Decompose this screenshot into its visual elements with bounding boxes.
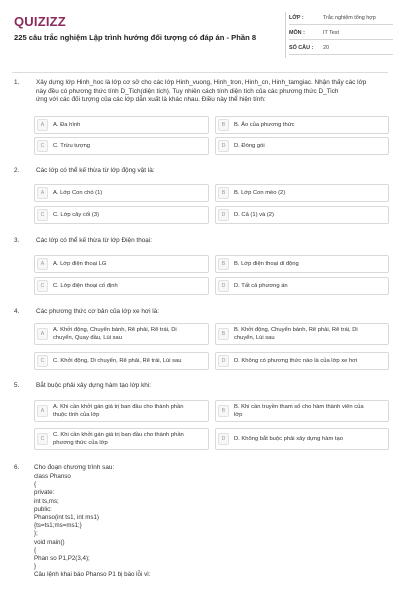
option-letter: A bbox=[37, 258, 48, 270]
option-letter: C bbox=[37, 433, 48, 445]
option-letter: A bbox=[37, 187, 48, 199]
option-text bbox=[53, 432, 204, 447]
answer-option-a[interactable] bbox=[34, 323, 209, 345]
option-letter: B bbox=[218, 328, 229, 340]
answer-option-b[interactable] bbox=[215, 323, 389, 345]
option-letter: A bbox=[37, 119, 48, 131]
option-text-line: phương thức của lớp bbox=[53, 439, 108, 446]
document-header bbox=[0, 0, 400, 62]
option-text bbox=[234, 404, 384, 419]
header-separator bbox=[12, 72, 388, 73]
option-text: B. Lớp Con mèo (2) bbox=[234, 190, 286, 196]
code-snippet bbox=[34, 473, 374, 580]
option-text bbox=[53, 327, 204, 342]
question-text-line: ứng với các đối tượng của các lớp dẫn xuất là khác nhau. Điều này thể hiện tính: bbox=[36, 96, 266, 104]
meta-label: SỐ CÂU : bbox=[289, 45, 314, 51]
option-letter: D bbox=[218, 433, 229, 445]
option-text: D. Cả (1) và (2) bbox=[234, 212, 274, 218]
option-text-line: thuộc tính của lớp bbox=[53, 411, 100, 418]
answer-option-a[interactable] bbox=[34, 400, 209, 422]
meta-value: IT Test bbox=[323, 30, 339, 36]
answer-option-b[interactable] bbox=[215, 255, 389, 273]
option-text-line: A. Khi cần khởi gán giá trị ban đầu cho thành phần bbox=[53, 404, 184, 410]
option-letter: C bbox=[37, 140, 48, 152]
header-divider bbox=[285, 12, 286, 58]
option-letter: C bbox=[37, 209, 48, 221]
meta-row-class bbox=[289, 11, 393, 25]
document-title: 225 câu trắc nghiệm Lập trình hướng đối tượng có đáp án - Phần 8 bbox=[14, 33, 257, 42]
answer-option-c[interactable] bbox=[34, 428, 209, 450]
question-text-line: Các lớp có thể kế thừa từ lớp động vật là: bbox=[36, 167, 155, 174]
option-letter: D bbox=[218, 355, 229, 367]
option-text-line: chuyển, Quay đầu, Lùi sau bbox=[53, 334, 122, 341]
option-text-line: chuyển, Lùi sau bbox=[234, 334, 275, 341]
answer-option-d[interactable] bbox=[215, 137, 389, 155]
question-number: 3. bbox=[14, 237, 20, 244]
quizizz-logo: QUIZIZZ bbox=[14, 14, 66, 29]
option-letter: D bbox=[218, 280, 229, 292]
option-text: A. Lớp điện thoại LG bbox=[53, 261, 107, 267]
question-number: 6. bbox=[14, 464, 20, 471]
meta-row-question-count bbox=[289, 41, 393, 55]
option-text: C. Lớp cây cối (3) bbox=[53, 212, 100, 218]
option-text: C. Khởi động, Di chuyển, Rẽ phải, Rẽ trái, Lùi sau bbox=[53, 358, 182, 364]
code-line: }; bbox=[34, 530, 38, 538]
question-text-line: Các phương thức cơ bản của lớp xe hơi là: bbox=[36, 308, 160, 315]
option-text-line: A. Khởi động, Chuyển bánh, Rẽ phải, Rẽ trái, Di bbox=[53, 327, 177, 333]
answer-option-a[interactable] bbox=[34, 255, 209, 273]
code-line: private: bbox=[34, 489, 55, 497]
meta-value: Trắc nghiệm tổng hợp bbox=[323, 15, 376, 21]
answer-option-c[interactable] bbox=[34, 352, 209, 370]
option-letter: A bbox=[37, 405, 48, 417]
answer-option-a[interactable] bbox=[34, 184, 209, 202]
option-text: C. Lớp điện thoại cố định bbox=[53, 283, 118, 289]
option-text: B. Ảo của phương thức bbox=[234, 122, 295, 128]
option-letter: B bbox=[218, 187, 229, 199]
option-text-line: lớp bbox=[234, 411, 243, 418]
option-letter: B bbox=[218, 119, 229, 131]
code-line: Phanso(int ts1, int ms1) bbox=[34, 514, 99, 522]
option-text: C. Trừu tượng bbox=[53, 143, 91, 149]
code-line: void main() bbox=[34, 538, 65, 546]
option-letter: C bbox=[37, 355, 48, 367]
answer-option-d[interactable] bbox=[215, 277, 389, 295]
question-number: 2. bbox=[14, 167, 20, 174]
answer-option-c[interactable] bbox=[34, 137, 209, 155]
code-line: int ts,ms; bbox=[34, 497, 59, 505]
option-letter: D bbox=[218, 140, 229, 152]
code-line: { bbox=[34, 481, 37, 489]
option-text: B. Lớp điện thoại di động bbox=[234, 261, 299, 267]
answer-option-c[interactable] bbox=[34, 277, 209, 295]
answer-option-c[interactable] bbox=[34, 206, 209, 224]
option-text-line: B. Khởi động, Chuyển bánh, Rẽ phải, Rẽ trái, Di bbox=[234, 327, 358, 333]
question-text-line: Xây dựng lớp Hinh_hoc là lớp cơ sở cho các lớp Hinh_vuong, Hinh_tron, Hinh_cn, Hinh_tamgiac. Nhận thấy các lớp bbox=[36, 79, 367, 86]
option-letter: A bbox=[37, 328, 48, 340]
option-text: D. Không có phương thức nào là của lớp xe hơi bbox=[234, 358, 358, 364]
question-text bbox=[36, 79, 388, 105]
question-text bbox=[36, 167, 388, 176]
option-text: A. Đa hình bbox=[53, 122, 81, 128]
question-text-line: Cho đoạn chương trình sau: bbox=[34, 464, 115, 471]
code-line: } bbox=[34, 563, 37, 571]
code-line: class Phanso bbox=[34, 473, 71, 480]
question-text-line: Bắt buộc phải xây dựng hàm tạo lớp khi: bbox=[36, 382, 152, 389]
code-line: {ts=ts1;ms=ms1;} bbox=[34, 522, 82, 530]
meta-row-subject bbox=[289, 26, 393, 40]
answer-option-b[interactable] bbox=[215, 116, 389, 134]
option-text: A. Lớp Con chó (1) bbox=[53, 190, 103, 196]
option-text-line: B. Khi cần truyền tham số cho hàm thành viên của bbox=[234, 404, 364, 410]
question-text-line: Các lớp có thể kế thừa từ lớp Điện thoại: bbox=[36, 237, 153, 244]
answer-option-d[interactable] bbox=[215, 352, 389, 370]
option-letter: D bbox=[218, 209, 229, 221]
option-letter: B bbox=[218, 258, 229, 270]
answer-option-d[interactable] bbox=[215, 206, 389, 224]
option-text bbox=[53, 404, 204, 419]
answer-option-a[interactable] bbox=[34, 116, 209, 134]
meta-label: MÔN : bbox=[289, 30, 305, 36]
question-text bbox=[36, 382, 388, 391]
option-text: D. Tất cả phương án bbox=[234, 283, 288, 289]
meta-value: 20 bbox=[323, 45, 329, 51]
option-text: D. Không bắt buộc phải xây dựng hàm tạo bbox=[234, 436, 343, 442]
option-text-line: C. Khi cần khởi gán giá trị ban đầu cho thành phần bbox=[53, 432, 184, 438]
meta-label: LỚP : bbox=[289, 15, 304, 21]
answer-option-b[interactable] bbox=[215, 184, 389, 202]
answer-option-d[interactable] bbox=[215, 428, 389, 450]
question-text-line: này đều có phương thức tính D_Tich(diện tích). Tuy nhiên cách tính diện tích của các phương thức D_Tich bbox=[36, 87, 339, 95]
option-text: D. Đóng gói bbox=[234, 143, 265, 149]
question-text bbox=[36, 237, 388, 246]
code-line: Phan so P1,P2(3,4); bbox=[34, 555, 90, 563]
code-line: public: bbox=[34, 505, 52, 513]
code-line: Câu lệnh khai báo Phanso P1 bị báo lỗi vì: bbox=[34, 571, 151, 579]
answer-option-b[interactable] bbox=[215, 400, 389, 422]
question-text bbox=[36, 308, 388, 317]
code-line: { bbox=[34, 546, 37, 554]
option-letter: B bbox=[218, 405, 229, 417]
option-text bbox=[234, 327, 384, 342]
option-letter: C bbox=[37, 280, 48, 292]
question-number: 1. bbox=[14, 79, 20, 86]
question-text bbox=[34, 464, 386, 473]
question-number: 5. bbox=[14, 382, 20, 389]
question-number: 4. bbox=[14, 308, 20, 315]
